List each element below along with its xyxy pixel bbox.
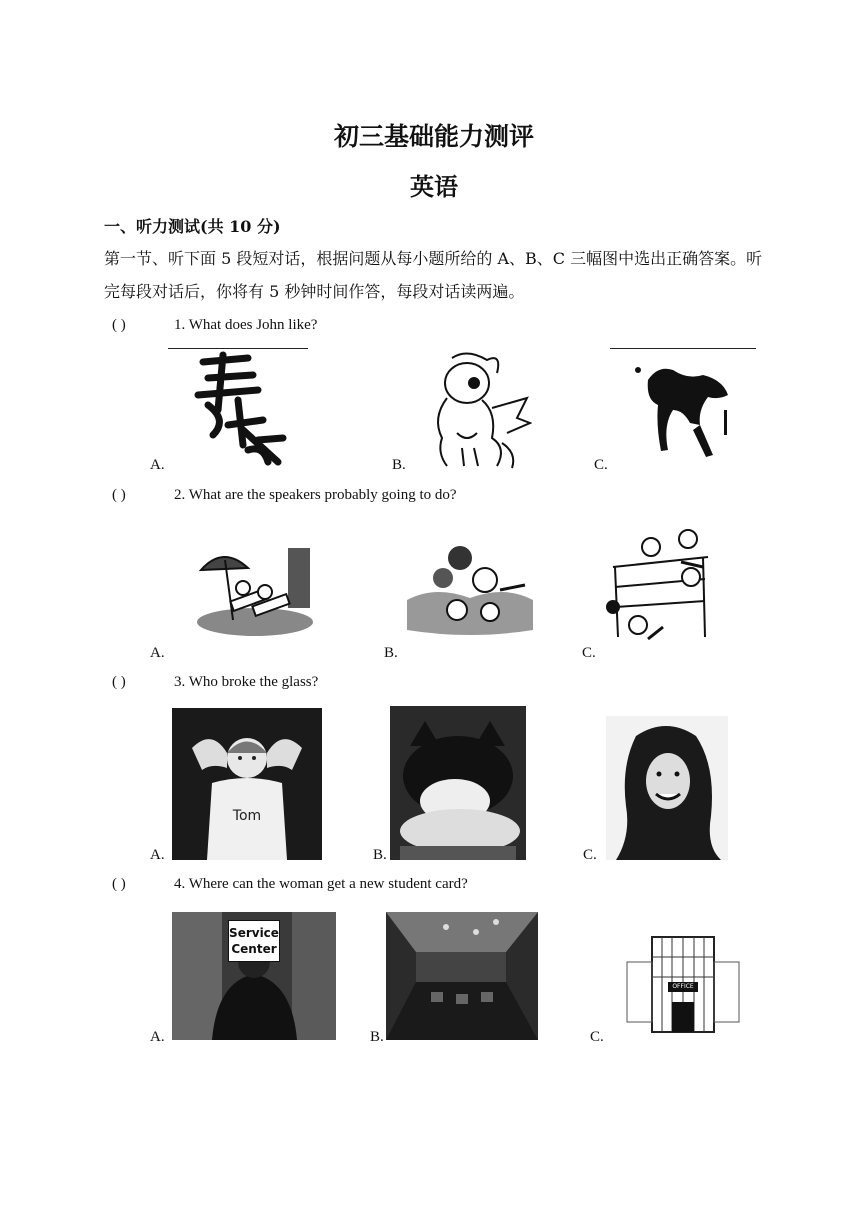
option-label[interactable]: A.	[150, 645, 165, 661]
option-label[interactable]: A.	[150, 847, 165, 863]
answer-blank[interactable]: ( )	[112, 674, 126, 690]
option-label[interactable]: B.	[370, 1029, 384, 1045]
divider-line	[168, 348, 308, 349]
option-label[interactable]: A.	[150, 1029, 165, 1045]
beach-sunbathing-image	[193, 540, 315, 640]
woman-photo	[606, 716, 728, 860]
volleyball-image	[603, 527, 715, 649]
subject-title: 英语	[410, 172, 458, 201]
service-center-photo	[172, 912, 336, 1040]
option-label[interactable]: C.	[594, 457, 608, 473]
question-text: 3. Who broke the glass?	[174, 674, 319, 690]
answer-blank[interactable]: ( )	[112, 876, 126, 892]
question-3	[112, 674, 318, 691]
option-label[interactable]: C.	[583, 847, 597, 863]
question-2	[112, 487, 457, 504]
horse-painting-image	[628, 355, 738, 465]
swimming-kids-image	[405, 540, 535, 640]
pony-image	[412, 348, 532, 470]
question-text: 1. What does John like?	[174, 317, 318, 333]
option-label[interactable]: B.	[392, 457, 406, 473]
calligraphy-image	[188, 350, 288, 468]
question-4	[112, 876, 468, 893]
option-label[interactable]: C.	[582, 645, 596, 661]
shirt-name: Tom	[232, 808, 262, 824]
boy-tom-photo	[172, 708, 322, 860]
option-label[interactable]: B.	[373, 847, 387, 863]
sign-line-2: Center	[231, 942, 277, 956]
section-heading: 一、听力测试(共 10 分)	[104, 217, 281, 236]
office-sign: OFFICE	[668, 982, 698, 992]
divider-line	[610, 348, 756, 349]
question-text: 4. Where can the woman get a new student card?	[174, 876, 468, 892]
answer-blank[interactable]: ( )	[112, 317, 126, 333]
page-title: 初三基础能力测评	[333, 122, 534, 151]
question-text: 2. What are the speakers probably going to do?	[174, 487, 457, 503]
cat-photo	[390, 706, 526, 860]
option-label[interactable]: C.	[590, 1029, 604, 1045]
hall-interior-photo	[386, 912, 538, 1040]
answer-blank[interactable]: ( )	[112, 487, 126, 503]
option-label[interactable]: A.	[150, 457, 165, 473]
service-center-sign	[228, 920, 280, 962]
question-1	[112, 317, 317, 334]
instruction-line-1: 第一节、听下面 5 段短对话，根据问题从每小题所给的 A、B、C 三幅图中选出正确答案。听	[104, 249, 763, 268]
instruction-line-2: 完每段对话后，你将有 5 秒钟时间作答，每段对话读两遍。	[104, 282, 525, 301]
office-building-photo	[612, 932, 754, 1038]
sign-line-1: Service	[229, 926, 279, 940]
option-label[interactable]: B.	[384, 645, 398, 661]
